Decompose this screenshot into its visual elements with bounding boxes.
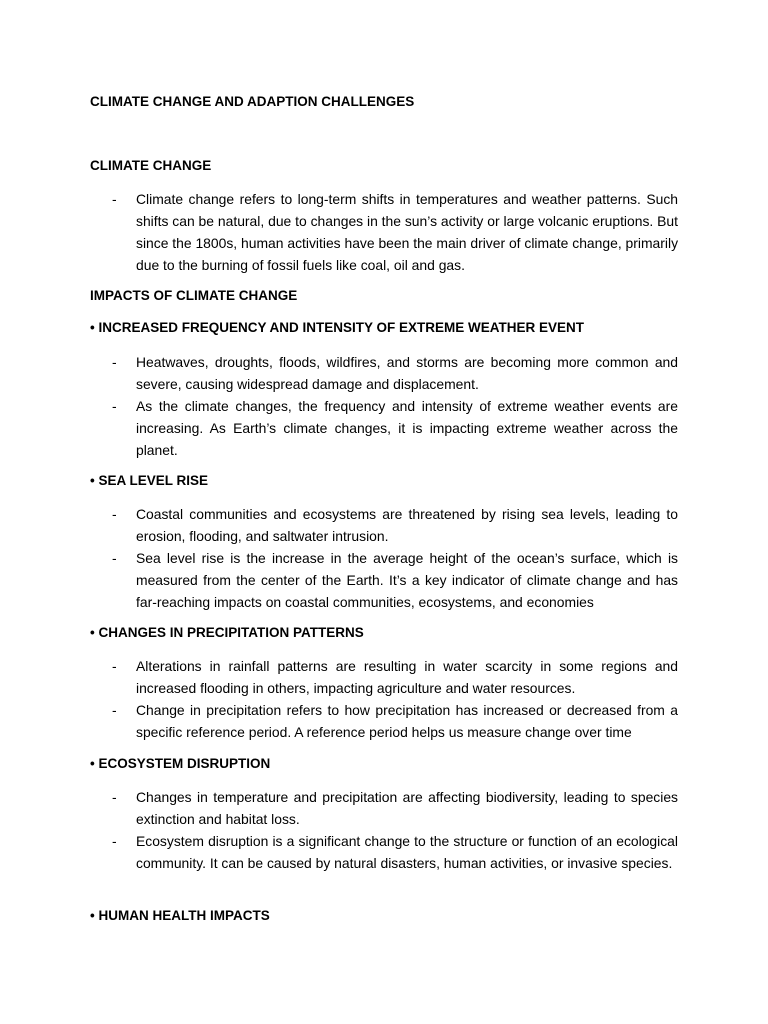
list-item <box>90 830 678 874</box>
dash-marker: - <box>112 658 117 674</box>
list-item-text: As the climate changes, the frequency and intensity of extreme weather events are increasing. As Earth’s climate changes, it is impacting extreme weather across the planet. <box>136 398 678 458</box>
sea-level-rise-list <box>90 503 678 613</box>
list-item <box>90 351 678 395</box>
list-item-text: Climate change refers to long-term shifts in temperatures and weather patterns. Such shifts can be natural, due to changes in the sun’s activity or large volcanic eruptions. But since the 1800s, human activities have been the main driver of climate change, primarily due to the burning of fossil fuels like coal, oil and gas. <box>136 191 679 273</box>
ecosystem-disruption-list <box>90 786 678 874</box>
list-item-text: Changes in temperature and precipitation are affecting biodiversity, leading to species extinction and habitat loss. <box>136 789 678 827</box>
list-item <box>90 188 678 276</box>
list-item-text: Alterations in rainfall patterns are resulting in water scarcity in some regions and increased flooding in others, impacting agriculture and water resources. <box>136 658 678 696</box>
list-item-text: Change in precipitation refers to how precipitation has increased or decreased from a specific reference period. A reference period helps us measure change over time <box>136 702 678 740</box>
dash-marker: - <box>112 506 117 522</box>
subheading-extreme-weather: • INCREASED FREQUENCY AND INTENSITY OF EXTREME WEATHER EVENT <box>90 320 585 335</box>
list-item <box>90 786 678 830</box>
dash-marker: - <box>112 789 117 805</box>
section-heading-climate-change: CLIMATE CHANGE <box>90 158 212 173</box>
precipitation-list <box>90 655 678 743</box>
dash-marker: - <box>112 833 117 849</box>
climate-change-list <box>90 188 678 276</box>
subheading-ecosystem-disruption: • ECOSYSTEM DISRUPTION <box>90 756 271 771</box>
list-item <box>90 503 678 547</box>
dash-marker: - <box>112 191 117 207</box>
extreme-weather-list <box>90 351 678 461</box>
list-item-text: Ecosystem disruption is a significant change to the structure or function of an ecological community. It can be caused by natural disasters, human activities, or invasive species. <box>136 833 678 871</box>
dash-marker: - <box>112 354 117 370</box>
dash-marker: - <box>112 550 117 566</box>
list-item-text: Sea level rise is the increase in the average height of the ocean’s surface, which is measured from the center of the Earth. It’s a key indicator of climate change and has far-reaching impacts on coastal communities, ecosystems, and economies <box>136 550 678 610</box>
list-item-text: Heatwaves, droughts, floods, wildfires, and storms are becoming more common and severe, causing widespread damage and displacement. <box>136 354 678 392</box>
list-item <box>90 699 678 743</box>
list-item <box>90 547 678 613</box>
dash-marker: - <box>112 702 117 718</box>
list-item <box>90 395 678 461</box>
list-item <box>90 655 678 699</box>
dash-marker: - <box>112 398 117 414</box>
list-item-text: Coastal communities and ecosystems are threatened by rising sea levels, leading to erosion, flooding, and saltwater intrusion. <box>136 506 678 544</box>
subheading-human-health: • HUMAN HEALTH IMPACTS <box>90 908 270 923</box>
subheading-sea-level-rise: • SEA LEVEL RISE <box>90 473 209 488</box>
subheading-precipitation: • CHANGES IN PRECIPITATION PATTERNS <box>90 625 364 640</box>
section-heading-impacts: IMPACTS OF CLIMATE CHANGE <box>90 288 298 303</box>
document-title: CLIMATE CHANGE AND ADAPTION CHALLENGES <box>90 94 415 109</box>
